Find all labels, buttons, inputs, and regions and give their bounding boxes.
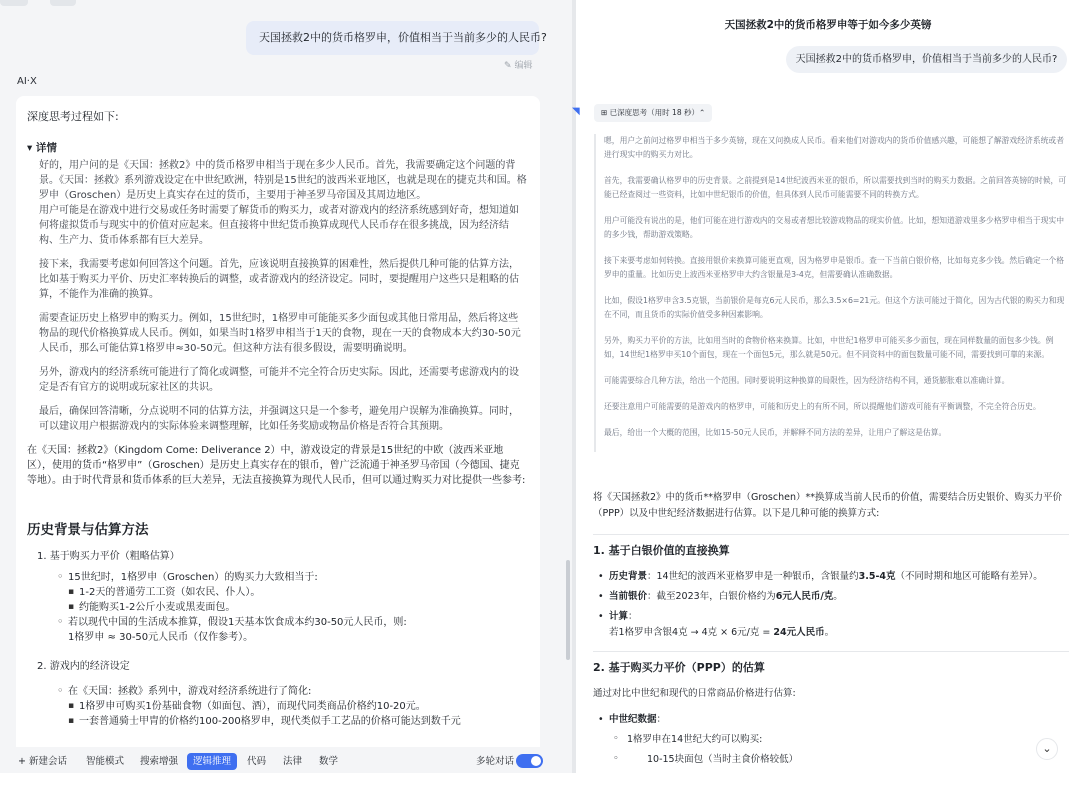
thinking-paragraph: 需要查证历史上格罗申的购买力。例如，15世纪时，1格罗申可能能买多少面包或其他日常用品，然后将这些物品的现代价格换算成人民币。例如，如果当时1格罗申相当于1天的食物，现在一天的食物成本大约30-50元人民币，那么可能估算1格罗申≈30-50元。但这种方法有很多假设，需要明确说明。: [39, 313, 521, 354]
item-text: ：: [628, 611, 638, 622]
divider: [593, 534, 1069, 535]
method-title: 1. 基于购买力平价（粗略估算）: [37, 551, 180, 562]
calc-line: [609, 625, 1069, 641]
pencil-icon: ✎: [504, 61, 512, 71]
tab-fragment[interactable]: [50, 0, 76, 6]
mode-toolbar: [0, 747, 572, 773]
item-text: 若1格罗申含银4克 → 4克 × 6元/克 =: [609, 627, 774, 638]
thinking-paragraph: 用户可能没有说出的是，他们可能在进行游戏内的交易或者想比较游戏物品的现实价值。比如，想知道游戏里多少格罗申相当于现实中的多少钱，帮助游戏策略。: [604, 216, 1065, 239]
thinking-paragraph: 接下来，我需要考虑如何回答这个问题。首先，应该说明直接换算的困难性，然后提供几种可能的估算方法，比如基于购买力平价、历史汇率转换后的调整，或者游戏内的经济设定。同时，要提醒用户这些只是粗略的估算，不能作为准确的换算。: [39, 259, 519, 300]
thinking-paragraph: 另外，购买力平价的方法，比如用当时的食物价格来换算。比如，中世纪1格罗申可能买多少面包，现在同样数量的面包多少钱。例如，14世纪1格罗申买10个面包，现在一个面包5元，那么就是50元。但不同资料中的面包数量可能不同，需要找到可靠的来源。: [604, 336, 1054, 359]
mode-button-math[interactable]: 数学: [319, 756, 339, 767]
scroll-down-button[interactable]: [1036, 738, 1058, 760]
list-item: ◦ 15世纪时，1格罗申（Groschen）的购买力大致相当于:: [57, 570, 527, 585]
list-item: [593, 609, 1069, 641]
list-item: [593, 589, 1069, 605]
thinking-paragraph: 嗯，用户之前问过格罗申相当于多少英镑，现在又问换成人民币。看来他们对游戏内的货币价值感兴趣，可能想了解游戏经济系统或者进行现实中的购买力对比。: [604, 136, 1065, 159]
section-intro: 通过对比中世纪和现代的日常商品价格进行估算:: [593, 688, 796, 699]
user-message-bubble: 天国拯救2中的货币格罗申，价值相当于当前多少的人民币?: [786, 46, 1067, 73]
edit-label: 编辑: [514, 61, 533, 71]
section-heading: 历史背景与估算方法: [27, 522, 149, 538]
left-top-tabs: [0, 0, 572, 6]
item-text: ：: [656, 714, 667, 725]
assistant-name-label: AI·X: [17, 76, 37, 87]
list-item: [593, 569, 1069, 585]
edit-button[interactable]: [504, 58, 533, 71]
assistant-avatar-icon: ◥: [572, 106, 580, 117]
method-details: [57, 684, 527, 729]
mode-button-search[interactable]: 搜索增强: [140, 756, 179, 767]
list-item: ◦ 1格罗申在14世纪大约可以购买:: [593, 732, 1069, 748]
new-chat-button[interactable]: + 新建会话: [18, 756, 67, 767]
list-item: ▪ 1-2天的普通劳工工资（如农民、仆人）。: [57, 585, 527, 600]
item-label: 计算: [609, 611, 629, 622]
answer-body: [593, 490, 1069, 772]
right-chat-pane: [572, 0, 1080, 773]
item-text: 。: [833, 591, 843, 602]
item-text: ：截至2023年，白银价格约为: [647, 591, 776, 602]
multi-turn-toggle[interactable]: [516, 754, 543, 768]
answer-intro: 将《天国拯救2》中的货币**格罗申（Groschen）**换算成当前人民币的价值，需要结合历史银价、购买力平价（PPP）以及中世纪经济数据进行估算。以下是几种可能的换算方式:: [593, 492, 1062, 519]
list-item: ▪ 1格罗申可购买1份基础食物（如面包、酒），而现代同类商品价格约10-20元。: [57, 699, 527, 714]
section-heading: 1. 基于白银价值的直接换算: [593, 544, 730, 557]
chevron-down-icon: ⌄: [1042, 742, 1052, 755]
divider: [593, 651, 1069, 652]
list-item: ◦ 在《天国：拯救》系列中，游戏对经济系统进行了简化:: [57, 684, 527, 699]
mode-button-code[interactable]: 代码: [247, 756, 267, 767]
scrollbar-thumb[interactable]: [566, 560, 570, 660]
list-item: [593, 712, 1069, 728]
list-item: ▪ 约能购买1-2公斤小麦或黑麦面包。: [57, 600, 527, 615]
list-item: 1格罗申 ≈ 30-50元人民币（仅作参考）。: [68, 632, 254, 643]
user-message-bubble: 天国拯救2中的货币格罗申，价值相当于当前多少的人民币?: [246, 21, 539, 55]
item-label: 历史背景: [609, 571, 648, 582]
tab-fragment[interactable]: [0, 0, 28, 6]
details-toggle[interactable]: ▾ 详情: [27, 142, 57, 154]
thinking-title: 深度思考过程如下:: [27, 110, 119, 123]
thinking-paragraph: 接下来要考虑如何转换。直接用银价来换算可能更直观，因为格罗申是银币。查一下当前白银价格，比如每克多少钱。然后确定一个格罗申的重量。比如历史上波西米亚格罗申大约含银量是3-4克，但需要确认准确数据。: [604, 256, 1065, 279]
item-label: 当前银价: [609, 591, 648, 602]
conversation-title: 天国拯救2中的货币格罗申等于如今多少英镑: [724, 19, 932, 31]
thinking-paragraph: 比如，假设1格罗申含3.5克银，当前银价是每克6元人民币，那么3.5×6=21元。但这个方法可能过于简化，因为古代银的购买力和现在不同，而且货币的实际价值受多种因素影响。: [604, 296, 1065, 319]
thinking-paragraph: 首先，我需要确认格罗申的历史背景。之前提到是14世纪波西米亚的银币，所以需要找到当时的购买力数据。之前回答英镑的时候，可能已经查阅过一些资料，比如中世纪银币的价值，但具体到人民币可能需要不同的转换方式。: [604, 176, 1067, 199]
assistant-message-card: [16, 96, 540, 796]
toggle-knob: [531, 756, 541, 766]
thinking-process-block: [594, 134, 1068, 452]
thinking-paragraph: 还要注意用户可能需要的是游戏内的格罗申，可能和历史上的有所不同，所以提醒他们游戏可能有平衡调整，不完全符合历史。: [604, 402, 1041, 411]
item-emphasis: 24元人民币: [773, 627, 825, 638]
answer-summary: 在《天国：拯救2》（Kingdom Come: Deliverance 2）中，游戏设定的背景是15世纪的中欧（波西米亚地区），使用的货币“格罗申”（Groschen）是历史上真实存在的银币，曾广泛流通于神圣罗马帝国（今德国、捷克等地）。由于时代背景和货币体系的巨大差异，无法直接换算为现代人民币，但可以通过购买力对比提供一些参考:: [27, 445, 526, 486]
deep-thinking-toggle[interactable]: ⊞ 已深度思考（用时 18 秒）⌃: [594, 104, 712, 122]
thinking-paragraph: 好的，用户问的是《天国：拯救2》中的货币格罗申相当于现在多少人民币。首先，我需要确定这个问题的背景。《天国：拯救》系列游戏设定在中世纪欧洲，特别是15世纪的波西米亚地区，也就是现在的捷克共和国。格罗申（Groschen）是历史上真实存在过的货币，主要用于神圣罗马帝国及其周边地区。 用户可能是在游戏中进行交易或任务时需要了解货币的购买力，或者对游戏内的经济系统感到好奇，想知道如何将虚拟货币与现实中的价值对应起来。但直接将中世纪货币换算成现代人民币存在很多挑战，因为经济结构、生产力、货币体系都有巨大差异。: [39, 160, 527, 246]
thinking-paragraph: 最后，确保回答清晰，分点说明不同的估算方法，并强调这只是一个参考，避免用户误解为准确换算。同时，可以建议用户根据游戏内的实际体验来调整理解，比如任务奖励或物品价格是否符合其预期。: [39, 406, 519, 432]
item-emphasis: 6元人民币/克: [775, 591, 834, 602]
thinking-paragraph: 另外，游戏内的经济系统可能进行了简化或调整，可能并不完全符合历史实际。因此，还需要考虑游戏内的设定是否有官方的说明或玩家社区的共识。: [39, 367, 519, 393]
list-item: ▪ 一套普通骑士甲胄的价格约100-200格罗申，现代类似手工艺品的价格可能达到数千元: [57, 714, 527, 729]
mode-button-reasoning[interactable]: 逻辑推理: [187, 753, 237, 770]
thinking-paragraph: 最后，给出一个大概的范围，比如15-50元人民币，并解释不同方法的差异，让用户了解这是估算。: [604, 428, 947, 437]
multi-turn-label: 多轮对话: [476, 756, 515, 767]
list-item: ◦ 10-15块面包（当时主食价格较低）: [593, 752, 1069, 768]
item-text: 。: [824, 627, 835, 638]
item-label: 中世纪数据: [609, 714, 657, 725]
mode-button-law[interactable]: 法律: [283, 756, 303, 767]
method-title: 2. 游戏内的经济设定: [37, 661, 130, 672]
item-text: （不同时期和地区可能略有差异）。: [895, 571, 1043, 582]
list-item: ◦ 若以现代中国的生活成本推算，假设1天基本饮食成本约30-50元人民币，则:: [57, 615, 527, 630]
thinking-process-block: [27, 158, 527, 434]
method-details: [57, 570, 527, 645]
section-heading: 2. 基于购买力平价（PPP）的估算: [593, 661, 765, 674]
item-text: ：14世纪的波西米亚格罗申是一种银币，含银量约: [647, 571, 859, 582]
item-emphasis: 3.5-4克: [858, 571, 896, 582]
thinking-paragraph: 可能需要综合几种方法，给出一个范围。同时要说明这种换算的局限性，因为经济结构不同，通货膨胀难以准确计算。: [604, 376, 1010, 385]
mode-button-smart[interactable]: 智能模式: [86, 756, 125, 767]
